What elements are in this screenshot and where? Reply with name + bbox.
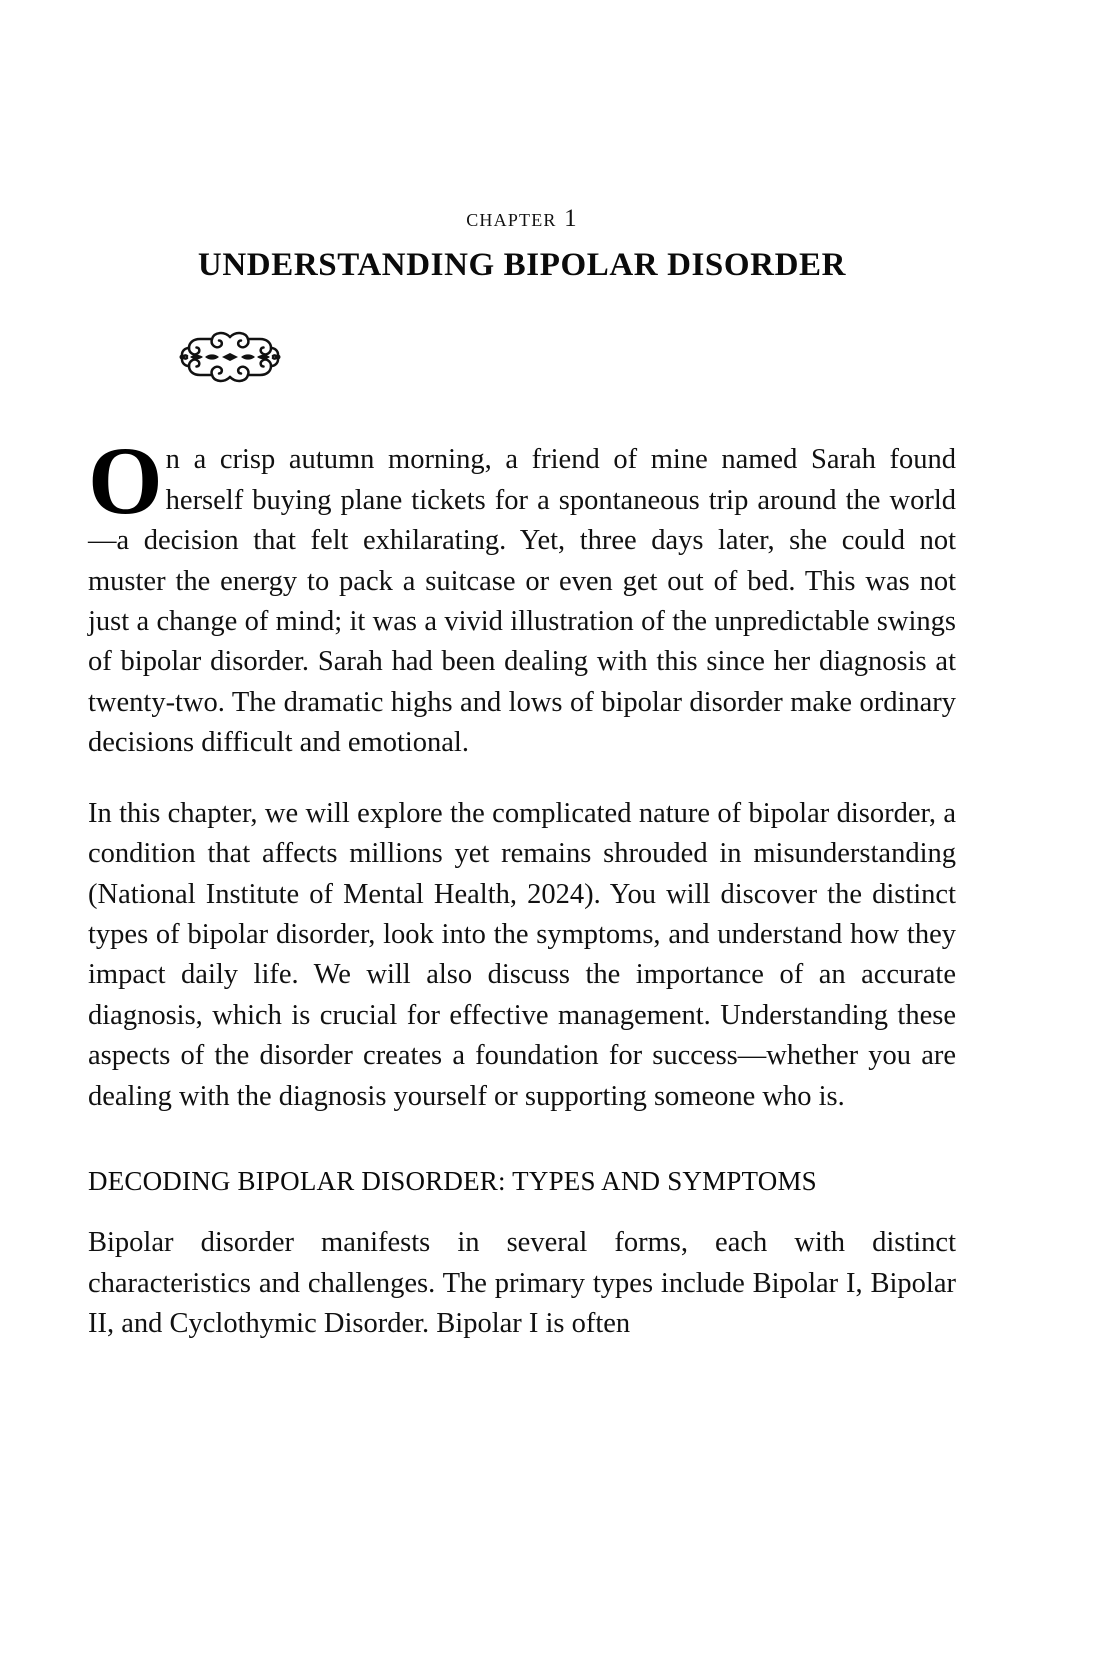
drop-cap-letter: O [88, 427, 163, 535]
paragraph-first-text: n a crisp autumn morning, a friend of mine named Sarah found herself buying plane tickets for a spontaneous trip around the world—a decision that felt exhilarating. Yet, three days later, she could not muster the energy to pack a suitcase or even get out of bed. This was not just a change of mind; it was a vivid illustration of the unpredictable swings of bipolar disorder. Sarah had been dealing with this since her diagnosis at twenty-two. The dramatic highs and lows of bipolar disorder make ordinary decisions difficult and emotional. [88, 444, 956, 759]
chapter-title: UNDERSTANDING BIPOLAR DISORDER [197, 246, 847, 283]
paragraph-second: In this chapter, we will explore the complicated nature of bipolar disorder, a condition that affects millions yet remains shrouded in misunderstanding (National Institute of Mental Health, 2024). You will discover the distinct types of bipolar disorder, look into the symptoms, and understand how they impact daily life. We will also discuss the importance of an accurate diagnosis, which is crucial for effective management. Understanding these aspects of the disorder creates a foundation for success—whether you are dealing with the diagnosis yourself or supporting someone who is. [88, 797, 956, 1112]
page-content [88, 0, 956, 1345]
chapter-label: chapter 1 [466, 205, 578, 232]
filigree-scrollwork-ornament [170, 326, 290, 388]
paragraph-first [88, 427, 956, 763]
section-heading: DECODING BIPOLAR DISORDER: TYPES AND SYMPTOMS [88, 1165, 817, 1196]
body-text [88, 427, 956, 1344]
paragraph-section-body: Bipolar disorder manifests in several forms, each with distinct characteristics and challenges. The primary types include Bipolar I, Bipolar II, and Cyclothymic Disorder. Bipolar I is often [88, 1227, 956, 1340]
